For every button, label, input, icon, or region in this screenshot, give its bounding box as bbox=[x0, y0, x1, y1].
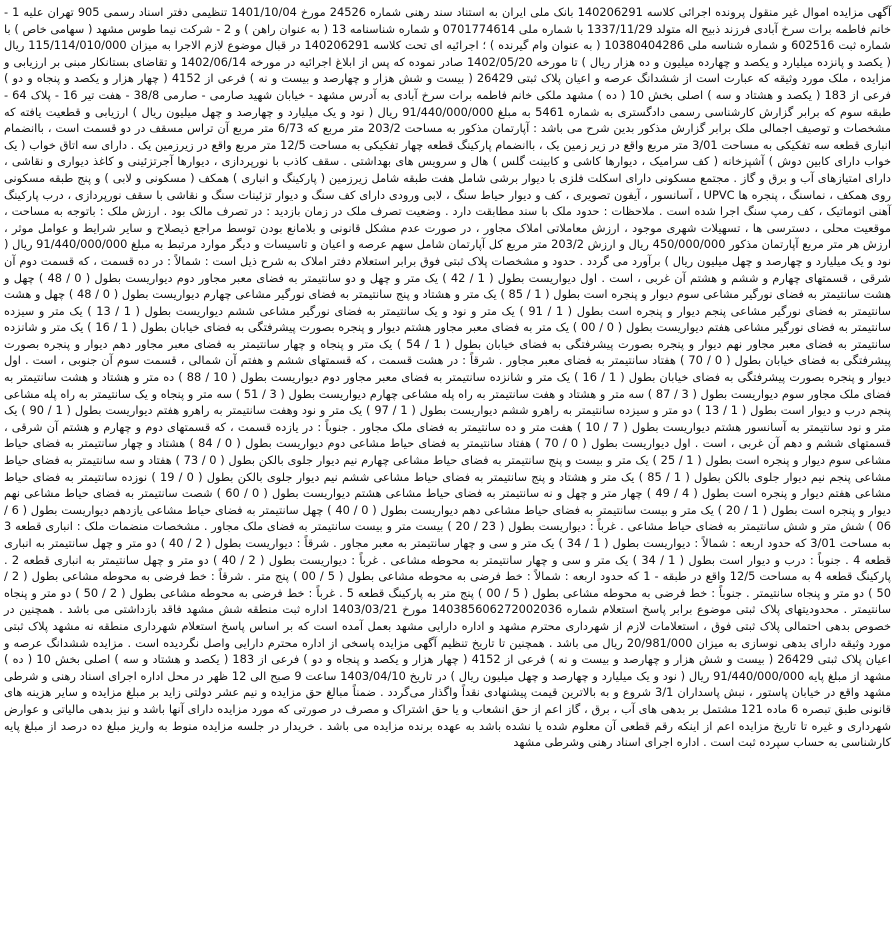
notice-body-text: آگهی مزایده اموال غیر منقول پرونده اجرائی کلاسه 140206291 بانک ملی ایران به استناد سند رهنی شماره 24526 مورخ 1401/10/04 تنظیمی دفتر اسناد رسمی 905 تهران علیه 1 - خانم فاطمه برات سرخ آبادی فرزند ذبیح اله متولد 1337/11/29 با شماره ملی 0701774614 و شماره شناسنامه 13 ( به عنوان راهن ) و 2 - شرکت نیما طوس مشهد ( سهامی خاص ) با شماره ثبت 602516 و شماره شناسه ملی 10380404286 ( به عنوان وام گیرنده ) ؛ اجرائیه ای تحت کلاسه 140206291 در قبال موضوع لازم الاجرا به میزان 115/114/010/000 ریال ( یکصد و پانزده میلیارد و یکصد و چهارده میلیون و ده هزار ریال ) تا مورخه 1402/05/20 صادر نموده که پس از ابلاغ اجرائیه در مورخه 1402/06/14 و تقاضای بستانکار مبنی بر ارزیابی و مزایده ، ملک مورد وثیقه که عبارت است از ششدانگ عرصه و اعیان پلاک ثبتی 26429 ( بیست و شش هزار و چهارصد و بیست و نه ) فرعی از 4152 ( چهار هزار و یکصد و پنجاه و دو ) فرعی از 183 ( یکصد و هشتاد و سه ) اصلی بخش 10 ( ده ) مشهد ملکی خانم فاطمه برات سرخ آبادی به آدرس مشهد - خیابان شهید صارمی - صارمی 38/8 - هفت تیر 16 - پلاک 64 - طبقه سوم که برابر گزارش کارشناسی رسمی دادگستری به شماره 5461 به مبلغ 91/440/000/000 ریال ( نود و یک میلیارد و چهارصد و چهل میلیون ریال ) ارزیابی و قطعیت یافته که مشخصات و توصیف اجمالی ملک برابر گزارش مذکور بدین شرح می باشد : آپارتمان مذکور به مساحت 203/2 متر مربع که 6/73 متر مربع آن تراس مسقف در دو قسمت است ، باانضمام انباری قطعه سه تفکیکی به مساحت 3/01 متر مربع واقع در زیر زمین یک ، باانضمام پارکینگ قطعه چهار تفکیکی به مساحت 12/5 متر مربع واقع در زیرزمین یک . دارای سه اتاق خواب ( یک خواب دارای کابین دوش ) آشپزخانه ( کف سرامیک ، دیوارها کاشی و کابینت گلس ) هال و سرویس های بهداشتی . سقف کاذب با نورپردازی ، دیوارها آجرتزئینی و کاغذ دیواری و نقاشی ، دارای امتیازهای آب و برق و گاز . مجتمع مسکونی دارای اسکلت فلزی با دیوار برشی شامل هفت طبقه شامل زیرزمین ( پارکینگ و انباری ) همکف ( مسکونی و لابی ) و پنج طبقه مسکونی روی همکف ، نماسنگ ، پنجره ها UPVC ، آسانسور ، آیفون تصویری ، کف و دیوار حیاط سنگ ، لابی ورودی دارای کف سنگ و دیوار تزئینات سنگ و نقاشی با سقف نورپردازی ، درب پارکینگ آهنی اتوماتیک ، کف رمپ سنگ اجرا شده است . ملاحظات : حدود ملک با سند مطابقت دارد . وضعیت تصرف ملک در زمان بازدید : در تصرف مالک بود . ارزش ملک : باتوجه به مساحت ، موقعیت محلی ، دسترسی ها ، تسهیلات شهری موجود ، ارزش معاملاتی املاک مجاور ، در صورت عدم مشکل قانونی و بلامانع بودن توسط مراجع ذیصلاح و سایر شرایط و عوامل موثر ، ارزش هر متر مربع آپارتمان مذکور 450/000/000 ریال و ارزش 203/2 متر مربع کل آپارتمان شامل سهم عرصه و اعیان و تاسیسات و دیگر موارد مرتبط به مبلغ 91/440/000/000 ریال ( نود و یک میلیارد و چهارصد و چهل میلیون ریال ) برآورد می گردد . حدود و مشخصات پلاک ثبتی فوق برابر استعلام دفتر املاک به شرح ذیل است : شمالاً : در ده قسمت ، که قسمت دوم آن شرقی ، قسمتهای چهارم و ششم و هشتم آن غربی ، است . اول دیواریست بطول ( 1 / 42 ) یک متر و چهل و دو سانتیمتر به فضای معبر مجاور دوم دیواریست بطول ( 0 / 48 ) چهل و هشت سانتیمتر به فضای نورگیر مشاعی سوم دیوار و پنجره است بطول ( 1 / 85 ) یک متر و هشتاد و پنج سانتیمتر به فضای نورگیر مشاعی چهارم دیواریست بطول ( 0 / 48 ) چهل و هشت سانتیمتر به فضای نورگیر مشاعی پنجم دیوار و پنجره است بطول ( 1 / 91 ) یک متر و نود و یک سانتیمتر به فضای نورگیر مشاعی ششم دیواریست بطول ( 1 / 13 ) یک متر و سیزده سانتیمتر به فضای نورگیر مشاعی هفتم دیواریست بطول ( 0 / 00 ) یک متر به فضای معبر مجاور هشتم دیوار و پنجره بصورت پیشرفتگی به فضای خیابان بطول ( 1 / 16 ) یک متر و شانزده سانتیمتر به فضای معبر مجاور نهم دیوار و پنجره بصورت پیشرفتگی به فضای خیابان بطول ( 1 / 54 ) یک متر و پنجاه و چهار سانتیمتر به فضای معبر مجاور دهم دیوار و پنجره بصورت پیشرفتگی به فضای خیابان بطول ( 0 / 70 ) هفتاد سانتیمتر به فضای معبر مجاور . شرقاً : در هشت قسمت ، که قسمتهای ششم و هفتم آن شمالی ، قسمت سوم آن جنوبی ، است . اول دیوار و پنجره بصورت پیشرفتگی به فضای خیابان بطول ( 1 / 16 ) یک متر و شانزده سانتیمتر به فضای معبر مجاور دوم دیواریست بطول ( 10 / 88 ) ده متر و هشتاد و هشت سانتیمتر به فضای ملک مجاور سوم دیواریست بطول ( 3 / 87 ) سه متر و هشتاد و هفت سانتیمتر به راه پله مشاعی چهارم دیواریست بطول ( 3 / 51 ) سه متر و پنجاه و یک سانتیمتر به راه پله مشاعی پنجم درب و دیوار است بطول ( 1 / 13 ) دو متر و سیزده سانتیمتر به راهرو ششم دیواریست بطول ( 1 / 97 ) یک متر و نود وهفت سانتیمتر به راهرو هفتم دیواریست بطول ( 1 / 90 ) یک متر و نود سانتیمتر به آسانسور هشتم دیواریست بطول ( 7 / 10 ) هفت متر و ده سانتیمتر به فضای ملک مجاور . جنوباً : در یازده قسمت ، که قسمتهای دوم و چهارم و هشتم آن شرقی ، قسمتهای ششم و دهم آن غربی ، است . اول دیواریست بطول ( 0 / 70 ) هفتاد سانتیمتر به فضای حیاط مشاعی دوم دیواریست بطول ( 0 / 84 ) هشتاد و چهار سانتیمتر به فضای حیاط مشاعی سوم دیوار و پنجره است بطول ( 1 / 25 ) یک متر و بیست و پنج سانتیمتر به فضای حیاط مشاعی چهارم نیم دیوار جلوی بالکن بطول ( 0 / 73 ) هفتاد و سه سانتیمتر به فضای حیاط مشاعی پنجم نیم دیوار جلوی بالکن بطول ( 1 / 85 ) یک متر و هشتاد و پنج سانتیمتر به فضای حیاط مشاعی ششم نیم دیوار جلوی بالکن بطول ( 0 / 19 ) نوزده سانتیمتر به فضای حیاط مشاعی هفتم دیوار و پنجره است بطول ( 4 / 49 ) چهار متر و چهل و نه سانتیمتر به فضای حیاط مشاعی هشتم دیواریست بطول ( 0 / 60 ) شصت سانتیمتر به فضای حیاط مشاعی نهم دیوار و پنجره است بطول ( 1 / 20 ) یک متر و بیست سانتیمتر به فضای حیاط مشاعی دهم دیواریست بطول ( 0 / 40 ) چهل سانتیمتر به فضای حیاط مشاعی یازدهم دیواریست بطول ( 6 / 06 ) شش متر و شش سانتیمتر به فضای حیاط مشاعی . غرباً : دیواریست بطول ( 23 / 20 ) بیست متر و بیست سانتیمتر به فضای ملک مجاور . مشخصات منضمات ملک : انباری قطعه 3 به مساحت 3/01 که حدود اربعه : شمالاً : دیواریست بطول ( 1 / 34 ) یک متر و سی و چهار سانتیمتر به معبر مجاور . شرقاً : دیواریست بطول ( 2 / 40 ) دو متر و چهل سانتیمتر به انباری قطعه 4 . جنوباً : درب و دیوار است بطول ( 1 / 34 ) یک متر و سی و چهار سانتیمتر به محوطه مشاعی . غرباً : دیواریست بطول ( 2 / 40 ) دو متر و چهل سانتیمتر به انباری قطعه 2 . پارکینگ قطعه 4 به مساحت 12/5 واقع در طبقه - 1 که حدود اربعه : شمالاً : خط فرضی به محوطه مشاعی بطول ( 5 / 00 ) پنج متر . شرقاً : خط فرضی به محوطه مشاعی بطول ( 2 / 50 ) دو متر و پنجاه سانتیمتر . جنوباً : خط فرضی به محوطه مشاعی بطول ( 5 / 00 ) پنج متر به پارکینگ قطعه 5 . غرباً : خط فرضی به محوطه مشاعی بطول ( 2 / 50 ) دو متر و پنجاه سانتیمتر . محدودیتهای پلاک ثبتی موضوع برابر پاسخ استعلام شماره 140385606272002036 مورخ 1403/03/21 اداره ثبت منطقه شش مشهد فاقد بازداشتی می باشد . همچنین در خصوص بدهی احتمالی پلاک ثبتی فوق ، استعلامات لازم از شهرداری محترم مشهد و اداره دارایی مشهد بعمل آمده است که بر اساس پاسخ استعلام شهرداری منطقه نه مشهد پلاک ثبتی مورد وثیقه دارای بدهی نوسازی به میزان 20/981/000 ریال می باشد . همچنین تا تاریخ تنظیم آگهی مزایده پاسخی از اداره محترم دارایی واصل نگردیده است . مزایده ششدانگ عرصه و اعیان پلاک ثبتی 26429 ( بیست و شش هزار و چهارصد و بیست و نه ) فرعی از 4152 ( چهار هزار و یکصد و پنجاه و دو ) فرعی از 183 ( یکصد و هشتاد و سه ) اصلی بخش 10 ( ده ) مشهد از مبلغ پایه 91/440/000/000 ریال ( نود و یک میلیارد و چهارصد و چهل میلیون ریال ) در تاریخ 1403/04/10 ساعت 9 صبح الی 12 ظهر در محل اداره اجرای اسناد رهنی و شرطی مشهد واقع در خیابان پاستور ، نبش پاسداران 3/1 شروع و به بالاترین قیمت پیشنهادی نقداً واگذار می‌گردد . ضمناً مبالغ حق مزایده و نیم عشر دولتی زاید بر مبلغ مزایده و سایر هزینه های قانونی طبق تبصره 6 ماده 121 مشتمل بر بدهی های آب ، برق ، گاز اعم از حق انشعاب و یا حق اشتراک و مصرف در صورتی که مورد مزایده دارای آنها باشد و نیز بدهی مالیاتی و عوارض شهرداری و غیره تا تاریخ مزایده اعم از اینکه رقم قطعی آن معلوم شده یا نشده باشد به عهده برنده مزایده می باشد . خریدار در جلسه مزایده منوط به واریز مبلغ ده درصد از مبلغ پایه کارشناسی به حساب سپرده ثبت است . اداره اجرای اسناد رهنی وشرطی مشهد bbox=[4, 5, 892, 750]
